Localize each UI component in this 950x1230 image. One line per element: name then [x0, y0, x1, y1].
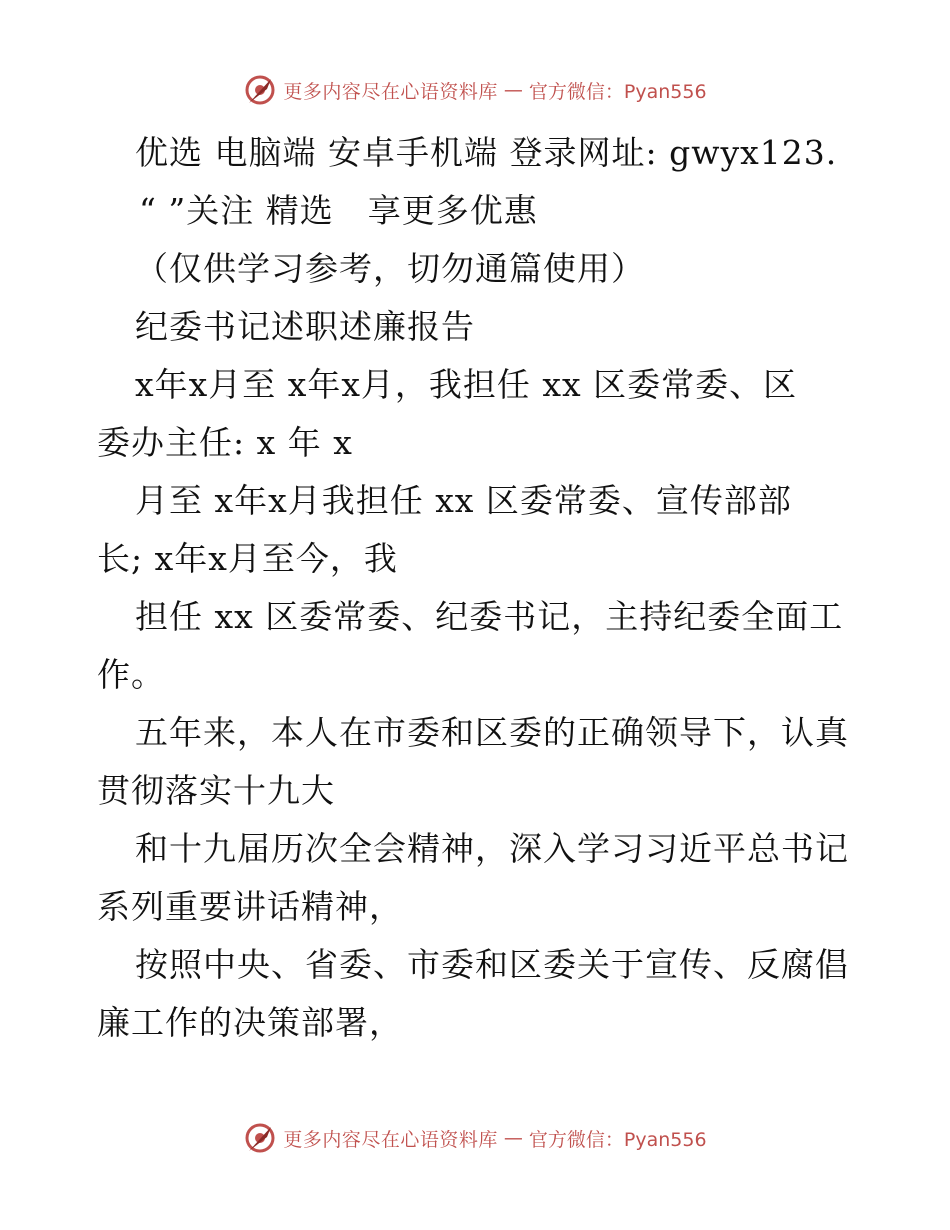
doc-line: （仅供学习参考，切勿通篇使用）: [135, 249, 645, 288]
watermark-text: 更多内容尽在心语资料库: [283, 1128, 498, 1151]
quill-logo-icon: [243, 73, 277, 107]
doc-line: “ ”关注 精选 享更多优惠: [139, 191, 538, 230]
doc-line: 系列重要讲话精神，: [97, 887, 403, 926]
doc-line: 和十九届历次全会精神，深入学习习近平总书记: [135, 829, 849, 868]
doc-line: 月至 x年x月我担任 xx 区委常委、宣传部部: [135, 481, 792, 520]
watermark-group: [243, 73, 706, 107]
doc-line: 五年来，本人在市委和区委的正确领导下，认真: [135, 713, 849, 752]
watermark-wechat: 官方微信：Pyan556: [528, 80, 707, 103]
watermark-text: 更多内容尽在心语资料库: [283, 80, 498, 103]
watermark-group: [243, 1121, 706, 1155]
watermark-wechat: 官方微信：Pyan556: [528, 1128, 707, 1151]
quill-logo-icon: [243, 1121, 277, 1155]
doc-line: 担任 xx 区委常委、纪委书记，主持纪委全面工: [135, 597, 844, 636]
document-body: [97, 124, 857, 1052]
watermark-dash: —: [503, 79, 523, 101]
footer-watermark-banner: [0, 1118, 950, 1158]
watermark-dash: —: [503, 1127, 523, 1149]
doc-line: 委办主任: x 年 x: [97, 423, 353, 462]
doc-line: x年x月至 x年x月，我担任 xx 区委常委、区: [135, 365, 798, 404]
doc-line: 作。: [97, 655, 165, 694]
doc-line: 廉工作的决策部署，: [97, 1003, 403, 1042]
doc-line: 优选 电脑端 安卓手机端 登录网址: gwyx123.: [135, 133, 838, 172]
doc-line: 贯彻落实十九大: [97, 771, 335, 810]
doc-line: 长; x年x月至今，我: [97, 539, 398, 578]
header-watermark-banner: [0, 70, 950, 110]
document-title: 纪委书记述职述廉报告: [135, 307, 475, 346]
doc-line: 按照中央、省委、市委和区委关于宣传、反腐倡: [135, 945, 849, 984]
